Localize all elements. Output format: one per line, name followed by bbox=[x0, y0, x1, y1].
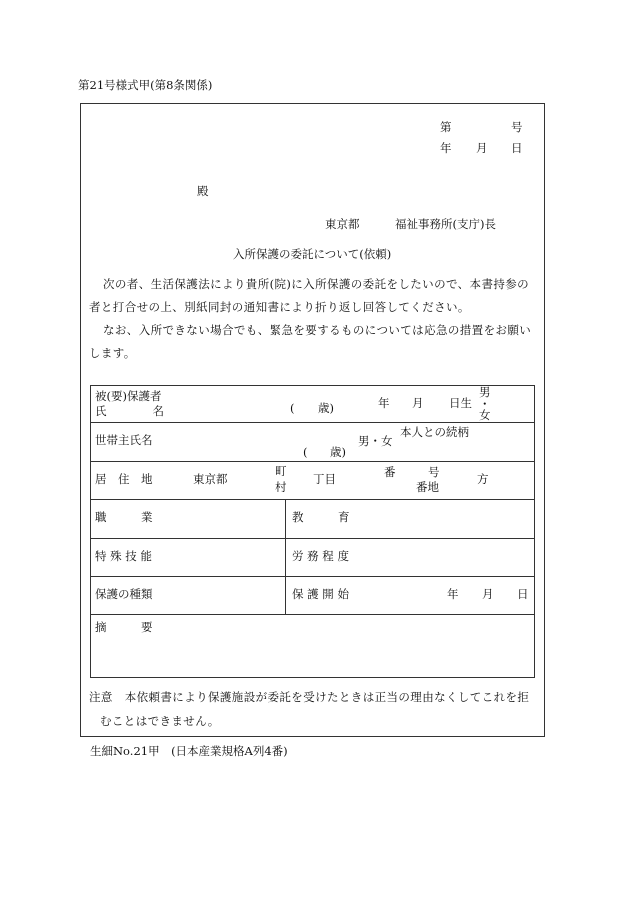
form-header: 第21号様式甲(第8条関係) bbox=[78, 78, 213, 92]
residence-label: 居 住 地 bbox=[95, 472, 153, 486]
residence-machi: 町 bbox=[275, 464, 287, 478]
row-divider bbox=[91, 499, 534, 500]
body-para2-line1: なお、入所できない場合でも、緊急を要するものについては応急の措置をお願い bbox=[103, 323, 532, 337]
household-head-label: 世帯主氏名 bbox=[95, 433, 153, 447]
name-label: 氏 名 bbox=[95, 404, 164, 418]
occupation-label: 職 業 bbox=[95, 510, 153, 524]
sex-female: 女 bbox=[479, 408, 491, 422]
addressee-suffix: 殿 bbox=[197, 184, 209, 198]
row1-age: 歳) bbox=[318, 401, 334, 415]
column-divider bbox=[285, 499, 286, 614]
body-para1-line2: 者と打合せの上、別紙同封の通知書により折り返し回答してください。 bbox=[89, 300, 470, 314]
row-divider bbox=[91, 538, 534, 539]
date-year: 年 bbox=[440, 141, 452, 155]
birth-day: 日生 bbox=[449, 396, 472, 410]
row2-age-open: ( bbox=[303, 445, 308, 459]
body-para2-line2: します。 bbox=[89, 346, 136, 360]
birth-year: 年 bbox=[378, 396, 390, 410]
special-skill-label: 特 殊 技 能 bbox=[95, 549, 152, 563]
start-day: 日 bbox=[517, 587, 529, 601]
residence-kata: 方 bbox=[477, 472, 489, 486]
row2-age: 歳) bbox=[330, 445, 346, 459]
body-para1-line1: 次の者、生活保護法により貴所(院)に入所保護の委託をしたいので、本書持参の bbox=[103, 277, 530, 291]
residence-mura: 村 bbox=[275, 480, 287, 494]
start-year: 年 bbox=[447, 587, 459, 601]
sex-dot: ・ bbox=[479, 397, 491, 411]
number-label: 第 bbox=[440, 120, 452, 134]
birth-month: 月 bbox=[412, 396, 424, 410]
protection-type-label: 保護の種類 bbox=[95, 587, 153, 601]
protected-person-label: 被(要)保護者 bbox=[95, 389, 162, 403]
row-divider bbox=[91, 576, 534, 577]
household-sex: 男・女 bbox=[358, 434, 393, 448]
relation-label: 本人との続柄 bbox=[400, 425, 469, 439]
sender-prefecture: 東京都 bbox=[325, 217, 360, 231]
notice-line1: 注意 本依頼書により保護施設が委託を受けたときは正当の理由なくしてこれを拒 bbox=[89, 690, 530, 704]
residence-go: 号 bbox=[428, 465, 440, 479]
form-footer: 生細No.21甲 (日本産業規格A列4番) bbox=[90, 744, 288, 758]
protection-start-label: 保 護 開 始 bbox=[292, 587, 349, 601]
remarks-label: 摘 要 bbox=[95, 620, 153, 634]
residence-chome: 丁目 bbox=[313, 472, 336, 486]
labor-level-label: 労 務 程 度 bbox=[292, 549, 349, 563]
row-divider bbox=[91, 461, 534, 462]
sex-male: 男 bbox=[479, 385, 491, 399]
residence-ban: 番 bbox=[384, 465, 396, 479]
document-title: 入所保護の委託について(依頼) bbox=[233, 247, 392, 261]
residence-banchi: 番地 bbox=[416, 480, 439, 494]
date-month: 月 bbox=[476, 141, 488, 155]
number-suffix: 号 bbox=[511, 120, 523, 134]
date-day: 日 bbox=[511, 141, 523, 155]
start-month: 月 bbox=[482, 587, 494, 601]
row1-age-open: ( bbox=[290, 401, 295, 415]
row-divider bbox=[91, 422, 534, 423]
notice-line2: むことはできません。 bbox=[100, 714, 220, 728]
row-divider bbox=[91, 614, 534, 615]
sender-office: 福祉事務所(支庁)長 bbox=[395, 217, 496, 231]
education-label: 教 育 bbox=[292, 510, 350, 524]
residence-prefecture: 東京都 bbox=[193, 472, 228, 486]
